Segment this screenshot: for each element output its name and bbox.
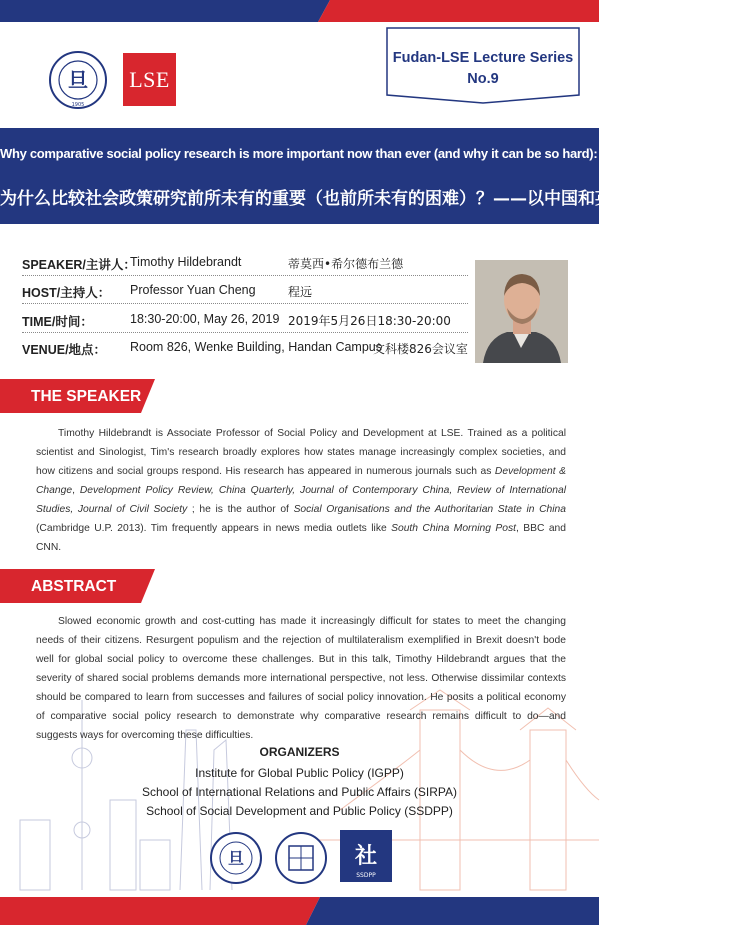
info-row-speaker xyxy=(22,251,468,276)
info-label: SPEAKER/主讲人： xyxy=(22,258,136,272)
info-label: HOST/主持人： xyxy=(22,286,111,300)
lse-logo: LSE xyxy=(123,53,176,106)
svg-text:SSDPP: SSDPP xyxy=(356,872,376,879)
info-value-chinese: 蒂莫西•希尔德布兰德 xyxy=(288,257,404,271)
fudan-university-logo xyxy=(48,50,108,110)
abstract-text: Slowed economic growth and cost-cutting has made it increasingly difficult for states to meet the changing needs of their citizens. Resurgent populism and the rejection of multilateralism exemplified in Brexit doesn't bode well for global social policy to overcome these challenges. But in this talk, Timothy Hildebrandt argues that the severity of shared social problems demands more international perspective, not less. Otherwise dissimilar contexts should be compared to learn from successes and failures of social policy innovation. He posits a political economy of comparative social policy research to demonstrate why comparative research remains difficult to do—and suggests ways for overcoming these difficulties. xyxy=(36,616,566,741)
svg-text:旦: 旦 xyxy=(227,849,245,868)
ssdpp-logo-icon xyxy=(340,830,392,882)
fudan-logo-glyph: 旦 xyxy=(68,68,88,92)
series-title: Fudan-LSE Lecture Series xyxy=(392,50,574,66)
title-band xyxy=(0,128,737,224)
svg-text:社: 社 xyxy=(354,844,378,869)
info-value: 18:30-20:00, May 26, 2019 xyxy=(130,312,280,326)
info-value: Professor Yuan Cheng xyxy=(130,283,256,297)
sirpa-seal-icon xyxy=(275,832,327,884)
series-number: No.9 xyxy=(467,71,499,87)
fudan-seal-icon xyxy=(210,832,262,884)
info-row-host xyxy=(22,279,468,304)
bio-text: (Cambridge U.P. 2013). Tim frequently appears in news media outlets like xyxy=(36,523,392,534)
speaker-bio xyxy=(36,424,566,557)
info-value: Room 826, Wenke Building, Handan Campus xyxy=(130,340,382,354)
svg-text:1905: 1905 xyxy=(71,102,85,108)
bottom-banner-stripes xyxy=(0,897,599,925)
bio-media: South China Morning Post xyxy=(391,523,516,534)
bio-book: Social Organisations and the Authoritarian State in China xyxy=(293,504,566,515)
abstract-section-heading: ABSTRACT xyxy=(31,578,117,595)
info-value: Timothy Hildebrandt xyxy=(130,255,242,269)
info-row-venue xyxy=(22,336,468,360)
organizer-ssdpp: School of Social Development and Public Policy (SSDPP) xyxy=(146,804,453,818)
info-row-time xyxy=(22,308,468,333)
bio-text: ; he is the author of xyxy=(187,504,294,515)
speaker-photo xyxy=(475,260,568,363)
bio-text: , xyxy=(72,485,80,496)
title-english: Why comparative social policy research is more important now than ever (and why it can be so hard): the case of UK & China xyxy=(0,146,737,161)
bio-text: Timothy Hildebrandt is Associate Professor of Social Policy and Development at LSE. Trained as a political scientist and Sinologist, Tim's research broadly explores how states manage increasingly complex societies, and how citizens and social groups respond. His research has appeared in numerous journals such as xyxy=(36,428,566,477)
organizers-heading: ORGANIZERS xyxy=(259,745,340,759)
organizer-sirpa: School of International Relations and Public Affairs (SIRPA) xyxy=(141,785,458,799)
top-banner-stripes xyxy=(0,0,599,22)
info-value-chinese: 程远 xyxy=(288,285,313,299)
organizer-igpp: Institute for Global Public Policy (IGPP) xyxy=(195,766,404,780)
info-value-chinese: 2019年5月26日18:30-20:00 xyxy=(288,314,451,328)
speaker-section-heading: THE SPEAKER xyxy=(31,388,142,405)
title-chinese: 为什么比较社会政策研究前所未有的重要（也前所未有的困难）？——以中国和英国为例 xyxy=(0,189,663,209)
info-label: TIME/时间： xyxy=(22,315,93,329)
bio-journal: Development Policy Review, China Quarterly, Journal of Contemporary China, Review of International Studies, Journal of Civil Society xyxy=(36,485,566,515)
info-value-chinese: 文科楼826会议室 xyxy=(373,342,468,356)
series-label xyxy=(386,48,580,90)
bio-journal: Development & Change xyxy=(36,466,566,496)
bio-text: , BBC and CNN. xyxy=(36,523,567,553)
info-label: VENUE/地点： xyxy=(22,343,107,357)
